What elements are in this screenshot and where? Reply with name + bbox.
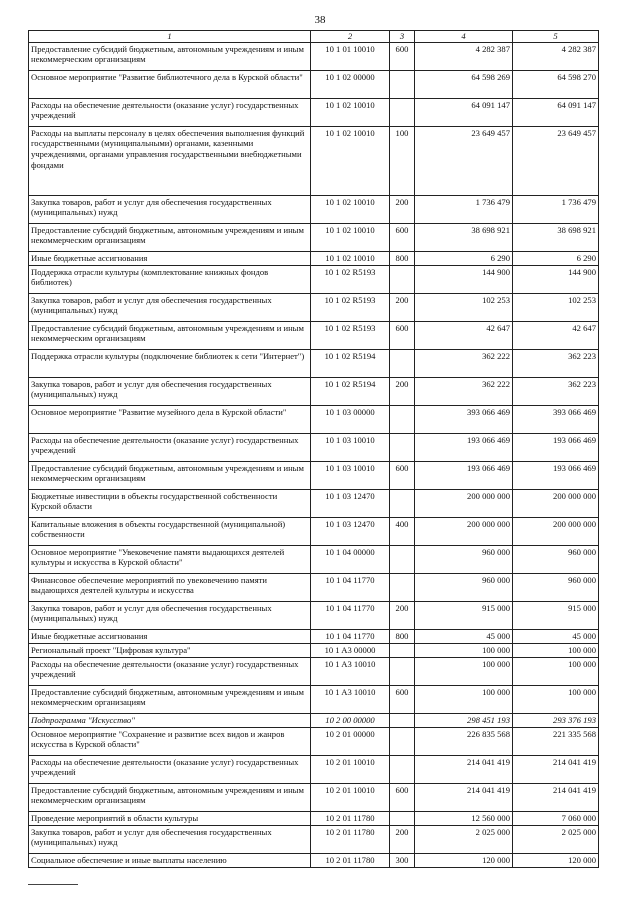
table-row (29, 405, 599, 433)
table-row (29, 685, 599, 713)
cell-amount-1: 45 000 (415, 629, 513, 643)
table-row (29, 755, 599, 783)
cell-amount-2: 221 335 568 (513, 727, 599, 755)
cell-amount-2: 100 000 (513, 657, 599, 685)
cell-code: 10 1 01 10010 (311, 42, 390, 70)
cell-name: Расходы на выплаты персоналу в целях обеспечения выполнения функций государственными (муниципальными) органами, казенными учреждениями, органами управления государственными внебюджетными фондами (29, 126, 311, 195)
cell-name: Расходы на обеспечение деятельности (оказание услуг) государственных учреждений (29, 657, 311, 685)
cell-amount-2: 38 698 921 (513, 223, 599, 251)
cell-amount-1: 6 290 (415, 251, 513, 265)
cell-code: 10 1 04 00000 (311, 545, 390, 573)
table-row (29, 70, 599, 98)
cell-code: 10 2 01 00000 (311, 727, 390, 755)
cell-amount-2: 7 060 000 (513, 811, 599, 825)
cell-expense-type (390, 573, 415, 601)
table-row (29, 42, 599, 70)
cell-code: 10 1 02 R5193 (311, 293, 390, 321)
column-header-expense-type: 3 (390, 31, 415, 43)
cell-amount-1: 214 041 419 (415, 755, 513, 783)
cell-expense-type (390, 755, 415, 783)
cell-code: 10 1 03 12470 (311, 489, 390, 517)
cell-expense-type (390, 811, 415, 825)
cell-name: Основное мероприятие "Сохранение и развитие всех видов и жанров искусства в Курской области" (29, 727, 311, 755)
cell-amount-1: 393 066 469 (415, 405, 513, 433)
cell-name: Закупка товаров, работ и услуг для обеспечения государственных (муниципальных) нужд (29, 195, 311, 223)
cell-code: 10 1 04 11770 (311, 629, 390, 643)
cell-amount-1: 102 253 (415, 293, 513, 321)
cell-amount-2: 4 282 387 (513, 42, 599, 70)
cell-amount-1: 64 091 147 (415, 98, 513, 126)
table-row (29, 98, 599, 126)
cell-expense-type: 600 (390, 461, 415, 489)
cell-name: Основное мероприятие "Развитие музейного дела в Курской области" (29, 405, 311, 433)
cell-amount-1: 23 649 457 (415, 126, 513, 195)
cell-code: 10 2 01 10010 (311, 755, 390, 783)
cell-name: Бюджетные инвестиции в объекты государственной собственности Курской области (29, 489, 311, 517)
cell-code: 10 1 02 R5193 (311, 265, 390, 293)
cell-name: Предоставление субсидий бюджетным, автономным учреждениям и иным некоммерческим организациям (29, 321, 311, 349)
cell-amount-1: 4 282 387 (415, 42, 513, 70)
cell-amount-2: 64 598 270 (513, 70, 599, 98)
table-row (29, 657, 599, 685)
cell-amount-2: 200 000 000 (513, 489, 599, 517)
cell-expense-type: 200 (390, 377, 415, 405)
cell-amount-2: 960 000 (513, 573, 599, 601)
cell-code: 10 1 02 R5193 (311, 321, 390, 349)
cell-name: Социальное обеспечение и иные выплаты населению (29, 853, 311, 867)
cell-expense-type (390, 643, 415, 657)
cell-amount-1: 362 222 (415, 377, 513, 405)
table-row (29, 433, 599, 461)
cell-amount-2: 293 376 193 (513, 713, 599, 727)
cell-code: 10 1 02 00000 (311, 70, 390, 98)
cell-expense-type: 200 (390, 601, 415, 629)
cell-expense-type (390, 713, 415, 727)
cell-code: 10 1 A3 10010 (311, 657, 390, 685)
cell-expense-type: 400 (390, 517, 415, 545)
cell-name: Предоставление субсидий бюджетным, автономным учреждениям и иным некоммерческим организациям (29, 685, 311, 713)
cell-name: Поддержка отрасли культуры (подключение библиотек к сети "Интернет") (29, 349, 311, 377)
table-row (29, 349, 599, 377)
cell-amount-2: 362 223 (513, 377, 599, 405)
cell-amount-2: 193 066 469 (513, 433, 599, 461)
cell-code: 10 2 01 11780 (311, 811, 390, 825)
cell-code: 10 1 02 10010 (311, 98, 390, 126)
cell-name: Иные бюджетные ассигнования (29, 629, 311, 643)
table-row (29, 489, 599, 517)
cell-name: Закупка товаров, работ и услуг для обеспечения государственных (муниципальных) нужд (29, 377, 311, 405)
cell-amount-2: 200 000 000 (513, 517, 599, 545)
cell-expense-type: 200 (390, 293, 415, 321)
cell-amount-1: 915 000 (415, 601, 513, 629)
column-header-amount-2: 5 (513, 31, 599, 43)
cell-expense-type: 600 (390, 42, 415, 70)
table-row (29, 643, 599, 657)
column-header-name: 1 (29, 31, 311, 43)
cell-expense-type (390, 349, 415, 377)
cell-amount-1: 64 598 269 (415, 70, 513, 98)
cell-expense-type (390, 657, 415, 685)
table-row (29, 727, 599, 755)
table-row (29, 195, 599, 223)
cell-amount-1: 100 000 (415, 643, 513, 657)
table-row (29, 461, 599, 489)
cell-name: Финансовое обеспечение мероприятий по увековечению памяти выдающихся деятелей культуры и искусства (29, 573, 311, 601)
table-row (29, 853, 599, 867)
table-row (29, 265, 599, 293)
cell-expense-type (390, 433, 415, 461)
cell-name: Предоставление субсидий бюджетным, автономным учреждениям и иным некоммерческим организациям (29, 461, 311, 489)
cell-amount-1: 193 066 469 (415, 433, 513, 461)
cell-amount-2: 100 000 (513, 685, 599, 713)
cell-expense-type (390, 489, 415, 517)
cell-expense-type: 100 (390, 126, 415, 195)
cell-amount-1: 214 041 419 (415, 783, 513, 811)
page-number: 38 (314, 14, 326, 26)
cell-name: Основное мероприятие "Развитие библиотечного дела в Курской области" (29, 70, 311, 98)
cell-amount-2: 120 000 (513, 853, 599, 867)
cell-expense-type (390, 265, 415, 293)
cell-amount-1: 200 000 000 (415, 489, 513, 517)
cell-code: 10 2 01 11780 (311, 853, 390, 867)
table-row (29, 223, 599, 251)
cell-name: Подпрограмма "Искусство" (29, 713, 311, 727)
cell-name: Расходы на обеспечение деятельности (оказание услуг) государственных учреждений (29, 433, 311, 461)
cell-code: 10 1 02 10010 (311, 126, 390, 195)
cell-code: 10 1 03 00000 (311, 405, 390, 433)
table-row (29, 573, 599, 601)
cell-amount-2: 960 000 (513, 545, 599, 573)
cell-amount-1: 298 451 193 (415, 713, 513, 727)
cell-amount-2: 193 066 469 (513, 461, 599, 489)
cell-code: 10 1 02 10010 (311, 195, 390, 223)
cell-amount-2: 2 025 000 (513, 825, 599, 853)
cell-expense-type: 200 (390, 195, 415, 223)
budget-table (28, 30, 599, 868)
table-row (29, 377, 599, 405)
cell-amount-2: 64 091 147 (513, 98, 599, 126)
cell-code: 10 1 03 10010 (311, 461, 390, 489)
table-row (29, 811, 599, 825)
cell-amount-2: 23 649 457 (513, 126, 599, 195)
cell-code: 10 1 04 11770 (311, 601, 390, 629)
cell-name: Расходы на обеспечение деятельности (оказание услуг) государственных учреждений (29, 98, 311, 126)
cell-code: 10 1 03 12470 (311, 517, 390, 545)
cell-amount-1: 960 000 (415, 545, 513, 573)
table-row (29, 825, 599, 853)
column-header-amount-1: 4 (415, 31, 513, 43)
cell-amount-1: 120 000 (415, 853, 513, 867)
cell-amount-1: 100 000 (415, 685, 513, 713)
cell-name: Предоставление субсидий бюджетным, автономным учреждениям и иным некоммерческим организациям (29, 42, 311, 70)
cell-code: 10 1 A3 10010 (311, 685, 390, 713)
cell-code: 10 2 01 11780 (311, 825, 390, 853)
table-row (29, 517, 599, 545)
cell-amount-2: 42 647 (513, 321, 599, 349)
cell-expense-type (390, 545, 415, 573)
cell-amount-2: 45 000 (513, 629, 599, 643)
cell-expense-type: 200 (390, 825, 415, 853)
cell-code: 10 2 00 00000 (311, 713, 390, 727)
cell-amount-2: 362 223 (513, 349, 599, 377)
table-row (29, 545, 599, 573)
column-header-code: 2 (311, 31, 390, 43)
cell-expense-type (390, 405, 415, 433)
cell-amount-2: 214 041 419 (513, 783, 599, 811)
cell-name: Капитальные вложения в объекты государственной (муниципальной) собственности (29, 517, 311, 545)
cell-amount-1: 200 000 000 (415, 517, 513, 545)
cell-amount-2: 102 253 (513, 293, 599, 321)
table-row (29, 713, 599, 727)
cell-amount-2: 1 736 479 (513, 195, 599, 223)
cell-amount-2: 144 900 (513, 265, 599, 293)
cell-amount-2: 6 290 (513, 251, 599, 265)
cell-amount-1: 193 066 469 (415, 461, 513, 489)
cell-expense-type: 800 (390, 629, 415, 643)
cell-name: Проведение мероприятий в области культуры (29, 811, 311, 825)
cell-amount-1: 12 560 000 (415, 811, 513, 825)
table-row (29, 126, 599, 195)
cell-amount-1: 1 736 479 (415, 195, 513, 223)
cell-code: 10 1 02 10010 (311, 251, 390, 265)
cell-code: 10 2 01 10010 (311, 783, 390, 811)
cell-amount-2: 214 041 419 (513, 755, 599, 783)
cell-code: 10 1 02 R5194 (311, 349, 390, 377)
footnote-divider (28, 884, 78, 885)
cell-code: 10 1 A3 00000 (311, 643, 390, 657)
cell-name: Предоставление субсидий бюджетным, автономным учреждениям и иным некоммерческим организациям (29, 783, 311, 811)
cell-expense-type: 800 (390, 251, 415, 265)
cell-amount-1: 362 222 (415, 349, 513, 377)
cell-amount-1: 42 647 (415, 321, 513, 349)
table-row (29, 783, 599, 811)
cell-amount-1: 144 900 (415, 265, 513, 293)
cell-amount-1: 226 835 568 (415, 727, 513, 755)
table-row (29, 321, 599, 349)
cell-expense-type: 300 (390, 853, 415, 867)
cell-amount-1: 100 000 (415, 657, 513, 685)
table-row (29, 629, 599, 643)
cell-amount-2: 915 000 (513, 601, 599, 629)
cell-expense-type: 600 (390, 321, 415, 349)
cell-expense-type: 600 (390, 685, 415, 713)
cell-expense-type (390, 70, 415, 98)
cell-expense-type: 600 (390, 783, 415, 811)
cell-code: 10 1 03 10010 (311, 433, 390, 461)
cell-amount-2: 100 000 (513, 643, 599, 657)
cell-code: 10 1 02 10010 (311, 223, 390, 251)
cell-amount-1: 960 000 (415, 573, 513, 601)
header-row (29, 31, 599, 43)
cell-name: Основное мероприятие "Увековечение памяти выдающихся деятелей культуры и искусства в Курской области" (29, 545, 311, 573)
cell-expense-type: 600 (390, 223, 415, 251)
cell-amount-1: 38 698 921 (415, 223, 513, 251)
cell-amount-2: 393 066 469 (513, 405, 599, 433)
cell-name: Предоставление субсидий бюджетным, автономным учреждениям и иным некоммерческим организациям (29, 223, 311, 251)
cell-name: Региональный проект "Цифровая культура" (29, 643, 311, 657)
cell-amount-1: 2 025 000 (415, 825, 513, 853)
cell-name: Закупка товаров, работ и услуг для обеспечения государственных (муниципальных) нужд (29, 601, 311, 629)
table-row (29, 293, 599, 321)
table-body (29, 42, 599, 867)
table-row (29, 251, 599, 265)
cell-expense-type (390, 98, 415, 126)
cell-name: Закупка товаров, работ и услуг для обеспечения государственных (муниципальных) нужд (29, 825, 311, 853)
cell-name: Поддержка отрасли культуры (комплектование книжных фондов библиотек) (29, 265, 311, 293)
cell-code: 10 1 04 11770 (311, 573, 390, 601)
cell-name: Иные бюджетные ассигнования (29, 251, 311, 265)
cell-name: Расходы на обеспечение деятельности (оказание услуг) государственных учреждений (29, 755, 311, 783)
cell-code: 10 1 02 R5194 (311, 377, 390, 405)
table-row (29, 601, 599, 629)
cell-expense-type (390, 727, 415, 755)
cell-name: Закупка товаров, работ и услуг для обеспечения государственных (муниципальных) нужд (29, 293, 311, 321)
